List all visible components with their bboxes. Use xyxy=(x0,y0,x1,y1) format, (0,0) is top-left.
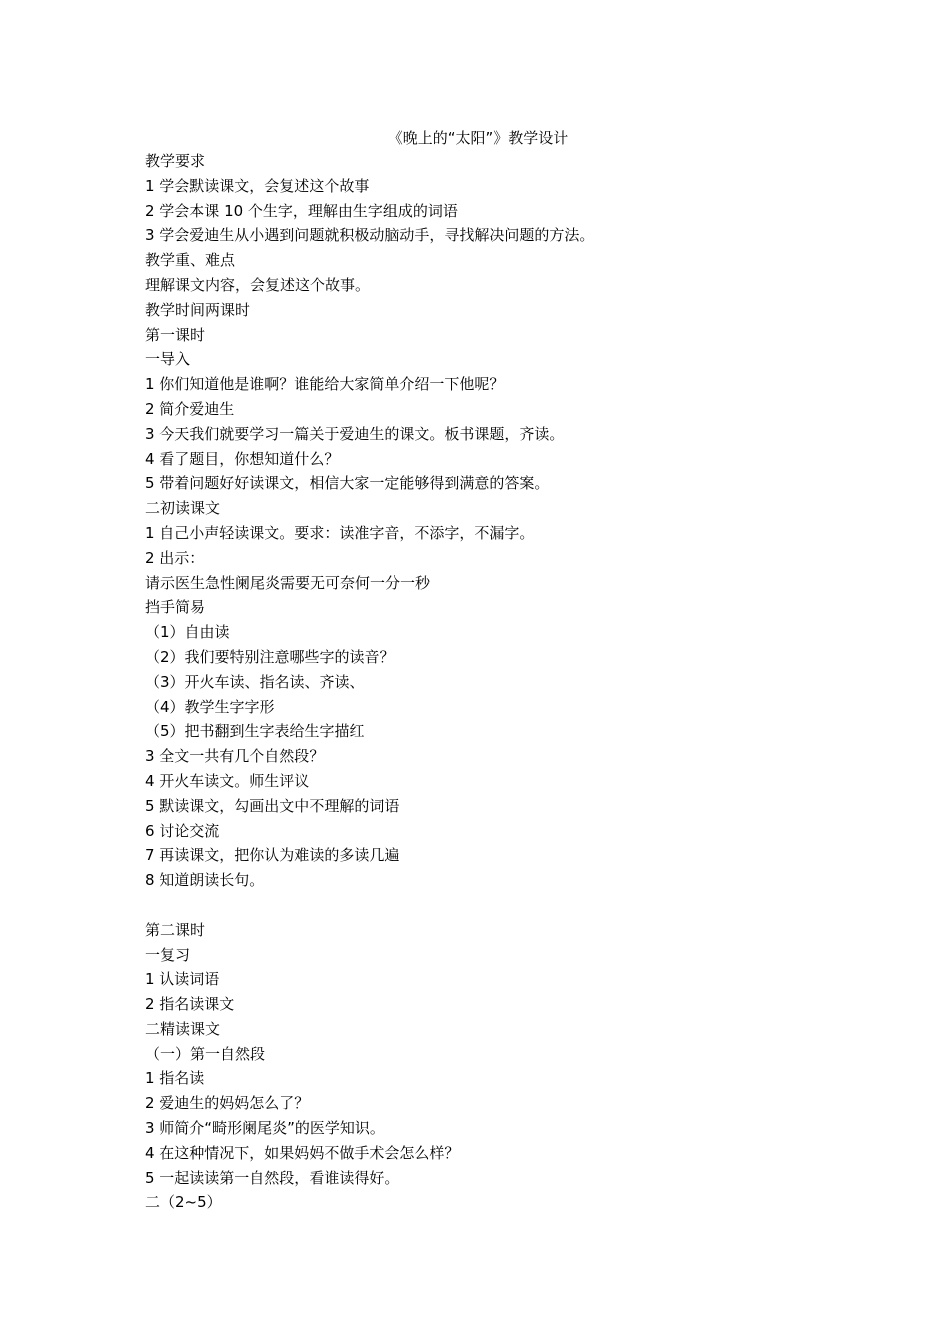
text-line: （3）开火车读、指名读、齐读、 xyxy=(145,672,365,691)
text-line: 3 全文一共有几个自然段？ xyxy=(145,747,325,766)
text-line: 挡手简易 xyxy=(145,598,206,617)
text-line: 3 学会爱迪生从小遇到问题就积极动脑动手，寻找解决问题的方法。 xyxy=(145,226,595,245)
text-line: 教学要求 xyxy=(145,152,206,170)
text-line: 5 带着问题好好读课文，相信大家一定能够得到满意的答案。 xyxy=(145,474,550,493)
document-title: 《晚上的“太阳”》教学设计 xyxy=(387,129,569,147)
text-line: 2 出示： xyxy=(145,548,205,567)
text-line: （2）我们要特别注意哪些字的读音？ xyxy=(145,647,395,666)
text-line: 4 在这种情况下，如果妈妈不做手术会怎么样？ xyxy=(145,1143,460,1162)
text-line: （4）教学生字字形 xyxy=(145,697,275,716)
text-line: 1 学会默读课文，会复述这个故事 xyxy=(145,176,370,195)
text-line: 二（2~5） xyxy=(145,1193,222,1212)
text-line: （一）第一自然段 xyxy=(145,1044,266,1063)
document-body xyxy=(145,149,805,1215)
text-line: 二精读课文 xyxy=(145,1019,221,1038)
text-line: 2 简介爱迪生 xyxy=(145,399,235,418)
text-line: 教学时间两课时 xyxy=(145,300,251,319)
text-line: 二初读课文 xyxy=(145,499,221,518)
text-line: 5 默读课文，勾画出文中不理解的词语 xyxy=(145,796,400,815)
text-line: 第二课时 xyxy=(145,920,206,939)
text-line: 8 知道朗读长句。 xyxy=(145,871,265,890)
text-line: 1 指名读 xyxy=(145,1069,205,1088)
text-line: 1 你们知道他是谁啊？谁能给大家简单介绍一下他呢？ xyxy=(145,375,505,394)
text-line: 第一课时 xyxy=(145,325,206,344)
blank-line xyxy=(145,893,805,918)
text-line: 3 今天我们就要学习一篇关于爱迪生的课文。板书课题，齐读。 xyxy=(145,424,565,443)
text-line: 4 开火车读文。师生评议 xyxy=(145,771,310,790)
text-line: 2 爱迪生的妈妈怎么了？ xyxy=(145,1094,310,1113)
text-line: 4 看了题目，你想知道什么？ xyxy=(145,449,340,468)
text-line: （5）把书翻到生字表给生字描红 xyxy=(145,722,365,741)
text-line: 2 学会本课 10 个生字，理解由生字组成的词语 xyxy=(145,201,458,220)
text-line: （1）自由读 xyxy=(145,623,230,642)
text-line: 教学重、难点 xyxy=(145,251,236,270)
text-line: 6 讨论交流 xyxy=(145,821,220,840)
text-line: 5 一起读读第一自然段，看谁读得好。 xyxy=(145,1168,400,1187)
text-line: 2 指名读课文 xyxy=(145,995,235,1014)
text-line: 1 认读词语 xyxy=(145,970,220,989)
text-line: 一导入 xyxy=(145,350,191,369)
text-line: 理解课文内容，会复述这个故事。 xyxy=(145,275,371,294)
text-line: 一复习 xyxy=(145,945,191,964)
text-line: 7 再读课文，把你认为难读的多读几遍 xyxy=(145,846,400,865)
text-line: 3 师简介“畸形阑尾炎”的医学知识。 xyxy=(145,1119,385,1138)
text-line: 1 自己小声轻读课文。要求：读准字音，不添字，不漏字。 xyxy=(145,523,535,542)
text-line: 请示医生急性阑尾炎需要无可奈何一分一秒 xyxy=(145,573,431,592)
